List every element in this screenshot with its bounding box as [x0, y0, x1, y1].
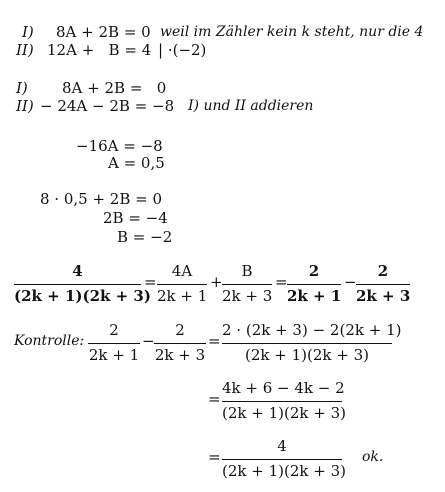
check-label: Kontrolle:: [14, 333, 85, 349]
note-zaehler: weil im Zähler kein k steht, nur die 4: [160, 24, 424, 40]
fraction-check-e: [222, 437, 346, 480]
fraction-check-c: [222, 321, 402, 364]
fraction-lhs-denominator: (2k + 1)(2k + 3): [14, 287, 151, 305]
equation-i-2: 8A + 2B = 0: [62, 79, 167, 97]
fraction-check-c-numerator: 2 · (2k + 3) − 2(2k + 1): [222, 321, 402, 339]
fraction-check-b: [154, 323, 206, 363]
solve-b-line2: 2B = −4: [103, 209, 168, 227]
fraction-bar: [157, 284, 207, 285]
fraction-b-numerator: B: [241, 262, 253, 280]
minus-sign: −: [142, 332, 155, 350]
fraction-check-b-denominator: 2k + 3: [154, 346, 206, 364]
fraction-result-1-numerator: 2: [308, 262, 320, 280]
note-addieren: I) und II addieren: [188, 98, 314, 114]
fraction-check-b-numerator: 2: [175, 321, 185, 339]
eq-label-i-2: I): [16, 79, 28, 97]
solve-b-line1: 8 · 0,5 + 2B = 0: [40, 190, 163, 208]
equals-sign: =: [208, 332, 221, 350]
equals-sign: =: [208, 390, 221, 408]
fraction-check-a: [88, 323, 140, 363]
eq-label-i: I): [22, 23, 34, 41]
fraction-lhs-numerator: 4: [72, 262, 83, 280]
fraction-check-e-numerator: 4: [277, 437, 287, 455]
fraction-check-d: [222, 379, 346, 422]
fraction-bar: [222, 343, 392, 344]
fraction-result-2-denominator: 2k + 3: [356, 287, 411, 305]
fraction-bar: [88, 343, 140, 344]
fraction-bar: [222, 401, 342, 402]
fraction-result-2-numerator: 2: [377, 262, 389, 280]
fraction-check-c-denominator: (2k + 1)(2k + 3): [245, 346, 369, 364]
fraction-a-term: [157, 264, 207, 304]
equation-ii: 12A + B = 4: [47, 41, 152, 59]
solve-b-line3: B = −2: [117, 228, 173, 246]
minus-sign: −: [344, 273, 357, 291]
fraction-check-d-numerator: 4k + 6 − 4k − 2: [222, 379, 345, 397]
solve-a-line2: A = 0,5: [108, 154, 165, 172]
fraction-check-a-numerator: 2: [109, 321, 119, 339]
plus-sign: +: [210, 273, 223, 291]
fraction-result-1-denominator: 2k + 1: [287, 287, 342, 305]
fraction-bar: [222, 459, 342, 460]
fraction-check-e-denominator: (2k + 1)(2k + 3): [222, 462, 346, 480]
eq-label-ii-2: II): [16, 97, 34, 115]
fraction-result-2: [356, 264, 410, 304]
fraction-result-1: [287, 264, 341, 304]
fraction-bar: [356, 284, 410, 285]
fraction-check-d-denominator: (2k + 1)(2k + 3): [222, 404, 346, 422]
solve-a-line1: −16A = −8: [76, 137, 163, 155]
fraction-bar: [154, 343, 206, 344]
fraction-check-a-denominator: 2k + 1: [88, 346, 140, 364]
fraction-a-denominator: 2k + 1: [157, 287, 208, 305]
equation-ii-2: − 24A − 2B = −8: [40, 97, 175, 115]
row-operation: | ·(−2): [158, 41, 207, 59]
fraction-b-denominator: 2k + 3: [222, 287, 273, 305]
fraction-lhs: [14, 262, 151, 305]
equals-sign: =: [275, 273, 288, 291]
equation-i: 8A + 2B = 0: [56, 23, 151, 41]
equals-sign: =: [208, 448, 221, 466]
eq-label-ii: II): [16, 41, 34, 59]
ok-label: ok.: [362, 449, 384, 465]
fraction-a-numerator: 4A: [171, 262, 193, 280]
fraction-b-term: [222, 264, 272, 304]
fraction-bar: [222, 284, 272, 285]
equals-sign: =: [144, 273, 157, 291]
fraction-bar: [14, 284, 141, 285]
fraction-bar: [287, 284, 341, 285]
